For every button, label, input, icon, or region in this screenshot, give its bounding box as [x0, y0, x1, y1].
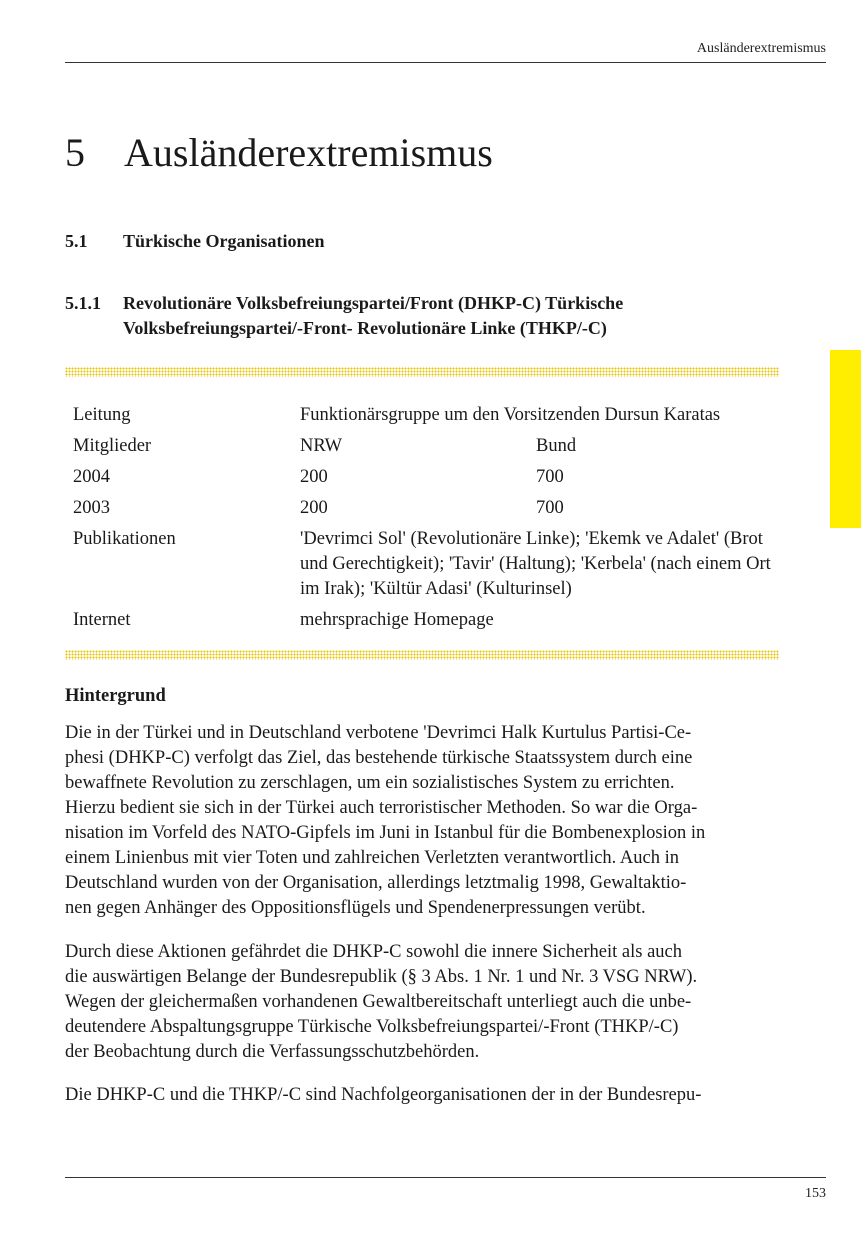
header-rule [65, 62, 826, 63]
text-line: einem Linienbus mit vier Toten und zahlreichen Verletzten verantwortlich. Auch in [65, 848, 679, 868]
running-header: Ausländerextremismus [696, 41, 826, 56]
text-line: Die in der Türkei und in Deutschland verbotene 'Devrimci Halk Kurtulus Partisi-Ce- [65, 723, 692, 743]
fact-label: Internet [73, 610, 131, 630]
members-bund-value: 700 [536, 498, 564, 518]
fact-box [73, 403, 783, 639]
dotted-separator-bottom [65, 650, 779, 660]
text-line: nen gegen Anhänger des Oppositionsflügels und Spendenerpressungen verübt. [65, 898, 646, 918]
fact-label: Leitung [73, 405, 131, 425]
text-line: die auswärtigen Belange der Bundesrepublik (§ 3 Abs. 1 Nr. 1 und Nr. 3 VSG NRW). [65, 967, 698, 987]
page-number: 153 [805, 1186, 826, 1201]
fact-label: 2003 [73, 498, 110, 518]
column-header-bund: Bund [536, 436, 577, 456]
paragraph-3 [65, 1083, 780, 1108]
paragraph-1 [65, 721, 780, 921]
text-line: Deutschland wurden von der Organisation, allerdings letztmalig 1998, Gewaltaktio- [65, 873, 687, 893]
fact-label: Publikationen [73, 529, 176, 549]
members-nrw-value: 200 [300, 498, 328, 518]
text-line: nisation im Vorfeld des NATO-Gipfels im Juni in Istanbul für die Bombenexplosion in [65, 823, 706, 843]
fact-row-mitglieder [73, 434, 783, 459]
footer-rule [65, 1177, 826, 1178]
fact-label: Mitglieder [73, 436, 152, 456]
fact-value: Funktionärsgruppe um den Vorsitzenden Dursun Karatas [300, 405, 721, 425]
column-header-nrw: NRW [300, 436, 343, 456]
dotted-separator-top [65, 367, 779, 377]
text-line: der Beobachtung durch die Verfassungsschutzbehörden. [65, 1042, 480, 1062]
text-line: Die DHKP-C und die THKP/-C sind Nachfolgeorganisationen der in der Bundesrepu- [65, 1085, 702, 1105]
background-heading: Hintergrund [65, 686, 166, 706]
section-title: Türkische Organisationen [123, 231, 325, 251]
fact-label: 2004 [73, 467, 110, 487]
fact-value: 'Devrimci Sol' (Revolutionäre Linke); 'Ekemk ve Adalet' (Brot und Gerechtigkeit); 'Tavir' (Haltung); 'Kerbela' (nach einem Ort im Irak); 'Kültür Adasi' (Kulturinsel) [300, 529, 771, 599]
chapter-title: Ausländerextremismus [124, 130, 493, 175]
subsection-number: 5.1.1 [65, 293, 101, 313]
text-line: Hierzu bedient sie sich in der Türkei auch terroristischer Methoden. So war die Orga- [65, 798, 698, 818]
chapter-number: 5 [65, 130, 85, 175]
text-line: phesi (DHKP-C) verfolgt das Ziel, das bestehende türkische Staatssystem durch eine [65, 748, 693, 768]
fact-row-2003 [73, 496, 783, 521]
text-line: Durch diese Aktionen gefährdet die DHKP-C sowohl die innere Sicherheit als auch [65, 942, 683, 962]
members-bund-value: 700 [536, 467, 564, 487]
fact-row-2004 [73, 465, 783, 490]
fact-row-internet [73, 608, 783, 633]
fact-value: mehrsprachige Homepage [300, 610, 494, 630]
subsection-heading [65, 291, 783, 341]
fact-row-publikationen [73, 527, 783, 602]
paragraph-2 [65, 940, 780, 1065]
subsection-title: Revolutionäre Volksbefreiungspartei/Front (DHKP-C) Türkische Volksbefreiungspartei/-Front- Revolutionäre Linke (THKP/-C) [123, 293, 624, 338]
chapter-heading [65, 127, 493, 179]
section-number: 5.1 [65, 231, 88, 251]
fact-row-leitung [73, 403, 783, 428]
section-heading [65, 229, 783, 254]
text-line: bewaffnete Revolution zu zerschlagen, um ein sozialistisches System zu errichten. [65, 773, 675, 793]
text-line: deutendere Abspaltungsgruppe Türkische Volksbefreiungspartei/-Front (THKP/-C) [65, 1017, 679, 1037]
chapter-tab-marker [830, 350, 861, 528]
members-nrw-value: 200 [300, 467, 328, 487]
text-line: Wegen der gleichermaßen vorhandenen Gewaltbereitschaft unterliegt auch die unbe- [65, 992, 692, 1012]
